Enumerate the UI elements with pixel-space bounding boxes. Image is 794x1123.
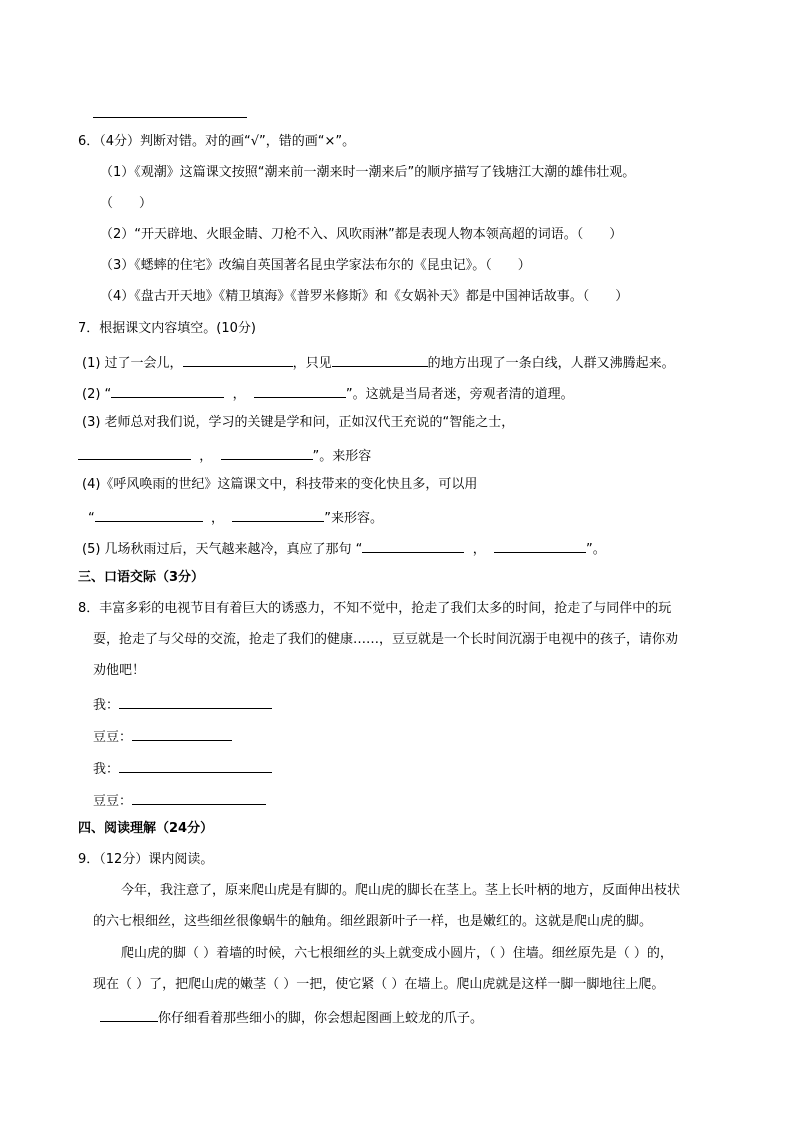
q8-text-line-3: 劝他吧！ [93, 663, 146, 678]
q7-item-3: (3) 老师总对我们说，学习的关键是学和问，正如汉代王充说的“智能之士， [82, 415, 515, 430]
q7-item-3-cont [78, 445, 371, 466]
blank[interactable] [362, 538, 464, 553]
q7-item-4-quote: “ [88, 511, 95, 526]
q7-item-1 [82, 352, 675, 373]
q7-item-2 [82, 383, 574, 404]
passage-p1-line-1: 今年，我注意了，原来爬山虎是有脚的。爬山虎的脚长在茎上。茎上长叶柄的地方，反面伸出枝状 [121, 883, 681, 898]
answer-line[interactable] [93, 117, 247, 118]
q6-item-3: （3）《蟋蟀的住宅》改编自英国著名昆虫学家法布尔的《昆虫记》。（ ） [100, 258, 531, 273]
blank[interactable] [183, 352, 293, 367]
section-3-heading: 三、口语交际（3分） [78, 570, 205, 585]
passage-p3-text: 你仔细看着那些细小的脚，你会想起图画上蛟龙的爪子。 [158, 1011, 484, 1026]
speaker-label: 我： [93, 698, 120, 713]
section-4-heading: 四、阅读理解（24分） [78, 821, 214, 836]
blank[interactable] [95, 507, 203, 522]
q7-item-5-comma: ， [472, 542, 486, 557]
speaker-label: 我： [93, 762, 120, 777]
q9-heading: 9．（12分）课内阅读。 [78, 852, 214, 867]
q7-item-4-comma: ， [211, 511, 225, 526]
q8-text-line-1: 8．丰富多彩的电视节目有着巨大的诱惑力，不知不觉中，抢走了我们太多的时间，抢走了与同伴中的玩 [78, 601, 672, 616]
q7-item-1-text-a: (1) 过了一会儿， [82, 356, 183, 371]
blank[interactable] [254, 383, 346, 398]
blank[interactable] [332, 352, 428, 367]
passage-p1-line-2: 的六七根细丝，这些细丝很像蜗牛的触角。细丝跟新叶子一样，也是嫩红的。这就是爬山虎的脚。 [93, 914, 653, 929]
q6-item-1: （1）《观潮》这篇课文按照“潮来前一潮来时一潮来后”的顺序描写了钱塘江大潮的雄伟壮观。 [100, 165, 636, 180]
blank[interactable] [78, 445, 191, 460]
dialogue-line-4 [93, 790, 266, 811]
speaker-label: 豆豆： [93, 794, 133, 809]
blank[interactable] [221, 445, 313, 460]
q7-item-5-text-a: (5) 几场秋雨过后，天气越来越冷，真应了那句 “ [82, 542, 363, 557]
blank[interactable] [494, 538, 586, 553]
q7-item-5 [82, 538, 606, 559]
q7-item-4: (4)《呼风唤雨的世纪》这篇课文中，科技带来的变化快且多，可以用 [82, 477, 478, 492]
q7-heading: 7．根据课文内容填空。(10分) [78, 321, 256, 336]
passage-p2-line-1: 爬山虎的脚（ ）着墙的时候，六七根细丝的头上就变成小圆片，（ ）住墙。细丝原先是（ ）的， [121, 946, 673, 961]
q7-item-1-text-c: 的地方出现了一条白线，人群又沸腾起来。 [427, 356, 675, 371]
passage-p2-line-2: 现在（ ）了，把爬山虎的嫩茎（ ）一把，使它紧（ ）在墙上。爬山虎就是这样一脚一脚地往上爬。 [93, 977, 665, 992]
q7-item-2-text-a: (2) “ [82, 387, 112, 402]
q7-item-4-text-d: ”来形容。 [324, 511, 384, 526]
dialogue-line-2 [93, 726, 232, 747]
q8-text-line-2: 耍，抢走了与父母的交流，抢走了我们的健康……，豆豆就是一个长时间沉溺于电视中的孩子，请你劝 [93, 632, 679, 647]
blank[interactable] [119, 694, 272, 709]
q7-item-1-text-b: ，只见 [292, 356, 332, 371]
blank[interactable] [111, 383, 224, 398]
blank[interactable] [132, 790, 266, 805]
dialogue-line-3 [93, 758, 272, 779]
q7-item-2-comma: ， [232, 387, 246, 402]
q6-item-1-paren[interactable]: （ ） [100, 196, 153, 211]
q6-item-2: （2）“开天辟地、火眼金睛、刀枪不入、风吹雨淋”都是表现人物本领高超的词语。（ ） [100, 227, 623, 242]
speaker-label: 豆豆： [93, 730, 133, 745]
q7-item-2-text-c: ”。这就是当局者迷，旁观者清的道理。 [345, 387, 574, 402]
q6-item-4: （4）《盘古开天地》《精卫填海》《普罗米修斯》和《女娲补天》都是中国神话故事。（ ） [100, 289, 629, 304]
dialogue-line-1 [93, 694, 272, 715]
q7-item-3-comma: ， [199, 449, 213, 464]
blank[interactable] [119, 758, 272, 773]
q7-item-3-text-c: ”。来形容 [312, 449, 372, 464]
passage-p3 [100, 1007, 483, 1028]
q7-item-5-text-c: ”。 [585, 542, 606, 557]
q6-heading: 6．（4分）判断对错。对的画“√”，错的画“×”。 [78, 134, 356, 149]
blank[interactable] [232, 507, 324, 522]
blank[interactable] [132, 726, 232, 741]
blank[interactable] [100, 1007, 158, 1022]
q7-item-4-cont [88, 507, 383, 528]
